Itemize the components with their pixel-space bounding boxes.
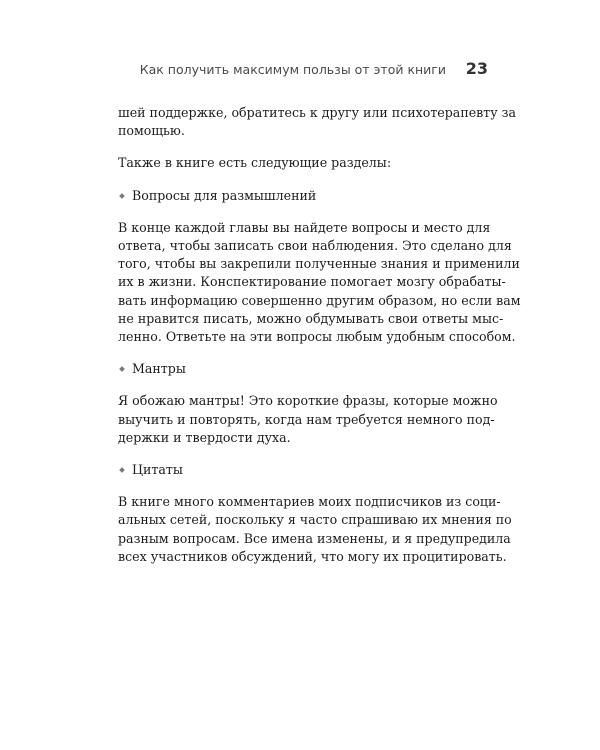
paragraph-questions: В конце каждой главы вы найдете вопросы и место для ответа, чтобы записать свои наблюдения. Это сделано для того, чтобы вы закрепили полученные знания и применили их в жизни. Конспектирование помогает мозгу обрабаты- вать информацию совершенно другим образом, но если вам не нравится писать, можно обдумывать свои ответы мыс- ленно. Ответьте на эти вопросы любым удобным способом. (118, 219, 521, 345)
bullet-label: Мантры (132, 361, 186, 377)
section-bullet-mantras (118, 360, 486, 378)
bullet-label: Цитаты (132, 462, 183, 478)
page-header (118, 60, 488, 82)
section-bullet-quotes (118, 461, 486, 479)
diamond-bullet-icon (119, 193, 125, 199)
page-body (118, 104, 521, 566)
section-bullet-questions (118, 187, 486, 205)
page-number: 23 (465, 59, 488, 78)
running-head: Как получить максимум пользы от этой книги (139, 62, 446, 77)
paragraph-continuation: шей поддержке, обратитесь к другу или психотерапевту за помощью. (118, 105, 517, 139)
paragraph-mantras: Я обожаю мантры! Это короткие фразы, которые можно выучить и повторять, когда нам требуется немного под- держки и твердости духа. (118, 393, 498, 445)
diamond-bullet-icon (119, 467, 125, 473)
paragraph-quotes: В книге много комментариев моих подписчиков из соци- альных сетей, поскольку я часто спрашиваю их мнения по разным вопросам. Все имена изменены, и я предупредила всех участников обсуждений, что могу их процитировать. (118, 494, 512, 564)
bullet-label: Вопросы для размышлений (132, 187, 317, 203)
diamond-bullet-icon (119, 366, 125, 372)
paragraph-sections-intro: Также в книге есть следующие разделы: (118, 155, 392, 171)
